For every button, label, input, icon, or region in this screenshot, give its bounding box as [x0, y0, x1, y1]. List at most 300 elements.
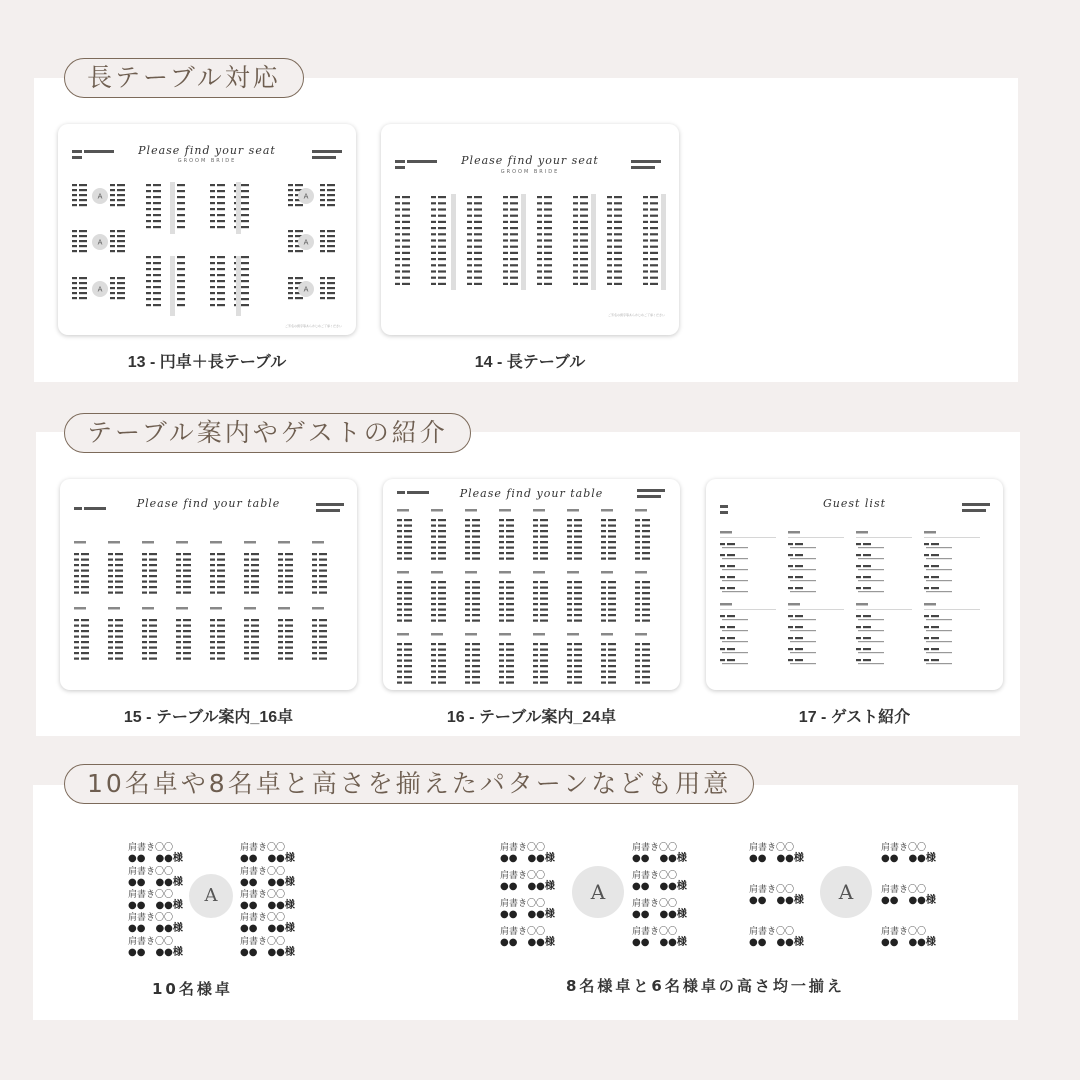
- seat-placeholder: [642, 547, 650, 549]
- seat-placeholder: [635, 592, 640, 594]
- seat-placeholder: [397, 581, 402, 583]
- seat-placeholder: [438, 252, 446, 254]
- seat-placeholder: [601, 547, 606, 549]
- seat-placeholder: [210, 286, 215, 288]
- seat-placeholder: [931, 554, 939, 556]
- seat-placeholder: [79, 240, 87, 242]
- template-card-13[interactable]: [58, 124, 356, 335]
- seat-placeholder: [931, 576, 939, 578]
- seat-placeholder: [278, 570, 283, 572]
- seat-placeholder: [574, 552, 582, 554]
- seat-placeholder: [727, 648, 735, 650]
- seat-placeholder: [506, 665, 514, 667]
- seat-placeholder: [312, 559, 317, 561]
- seat-placeholder: [142, 581, 147, 583]
- seat-placeholder: [278, 630, 283, 632]
- seat-placeholder: [81, 630, 89, 632]
- seat-placeholder: [510, 208, 518, 210]
- seat-placeholder: [146, 286, 151, 288]
- seat-placeholder: [574, 614, 582, 616]
- seat-placeholder: [108, 647, 113, 649]
- seat-placeholder: [251, 553, 259, 555]
- seat-placeholder: [472, 530, 480, 532]
- seat-placeholder: [567, 676, 572, 678]
- seat-placeholder: [574, 660, 582, 662]
- seat-placeholder: [510, 221, 518, 223]
- seat-placeholder: [320, 277, 325, 279]
- seat-placeholder: [217, 647, 225, 649]
- seat-placeholder: [74, 630, 79, 632]
- seat-name: ●● ●●様: [500, 881, 555, 892]
- seat-placeholder: [110, 204, 115, 206]
- seat-placeholder: [503, 196, 508, 198]
- seat-placeholder: [74, 541, 86, 544]
- seat-placeholder: [635, 609, 640, 611]
- seat-placeholder: [217, 553, 225, 555]
- seat-placeholder: [183, 570, 191, 572]
- card-caption-15: 15 - テーブル案内_16卓: [123, 709, 294, 726]
- seat-placeholder: [72, 245, 77, 247]
- seat-name: ●● ●●様: [749, 937, 804, 948]
- seat-placeholder: [142, 647, 147, 649]
- seat-placeholder: [395, 246, 400, 248]
- seat-placeholder: [503, 277, 508, 279]
- seat-placeholder: [642, 536, 650, 538]
- template-card-17[interactable]: [706, 479, 1003, 690]
- seat-placeholder: [650, 227, 658, 229]
- seat-placeholder: [727, 543, 735, 545]
- seat-placeholder: [574, 676, 582, 678]
- seat-placeholder: [607, 215, 612, 217]
- seat-placeholder: [788, 626, 793, 628]
- seat-placeholder: [402, 264, 410, 266]
- seat-placeholder: [533, 682, 538, 684]
- seat-placeholder: [117, 204, 125, 206]
- seat-placeholder: [472, 682, 480, 684]
- seat-placeholder: [506, 587, 514, 589]
- seat-placeholder: [115, 630, 123, 632]
- seat-placeholder: [312, 607, 324, 610]
- seat-placeholder: [319, 564, 327, 566]
- seat-placeholder: [544, 208, 552, 210]
- seat-placeholder: [217, 575, 225, 577]
- seat-placeholder: [608, 614, 616, 616]
- seat-placeholder: [327, 199, 335, 201]
- seat-placeholder: [395, 283, 400, 285]
- svg-text:ご芳名の誤字等あらかじめご了承ください: ご芳名の誤字等あらかじめご了承ください: [284, 324, 342, 328]
- seat-placeholder: [397, 541, 402, 543]
- seat-placeholder: [278, 636, 283, 638]
- seat-placeholder: [217, 256, 225, 258]
- seat-placeholder: [926, 580, 952, 581]
- seat-placeholder: [506, 649, 514, 651]
- seat-placeholder: [278, 647, 283, 649]
- seat-name: ●● ●●様: [500, 909, 555, 920]
- seat-placeholder: [642, 581, 650, 583]
- seat-placeholder: [153, 286, 161, 288]
- seat-placeholder: [210, 625, 215, 627]
- seat-placeholder: [926, 641, 952, 642]
- seat-placeholder: [285, 570, 293, 572]
- seat-placeholder: [607, 227, 612, 229]
- seat-placeholder: [608, 654, 616, 656]
- seat-placeholder: [312, 541, 324, 544]
- seat-placeholder: [115, 575, 123, 577]
- seat-placeholder: [149, 581, 157, 583]
- seat-placeholder: [81, 641, 89, 643]
- seat-placeholder: [720, 615, 725, 617]
- seat-placeholder: [503, 208, 508, 210]
- seat-placeholder: [210, 262, 215, 264]
- seat-placeholder: [217, 619, 225, 621]
- seat-placeholder: [465, 649, 470, 651]
- seat-placeholder: [601, 671, 606, 673]
- seat-placeholder: [465, 654, 470, 656]
- seat-placeholder: [404, 558, 412, 560]
- seat-placeholder: [72, 292, 77, 294]
- seat-placeholder: [149, 647, 157, 649]
- seat-placeholder: [474, 270, 482, 272]
- seat-placeholder: [567, 552, 572, 554]
- seat-placeholder: [183, 636, 191, 638]
- seat-placeholder: [278, 581, 283, 583]
- seat-placeholder: [438, 609, 446, 611]
- seat-placeholder: [537, 202, 542, 204]
- seat-placeholder: [402, 221, 410, 223]
- seat-placeholder: [601, 587, 606, 589]
- seat-placeholder: [465, 581, 470, 583]
- seat-placeholder: [404, 620, 412, 622]
- seat-placeholder: [241, 202, 249, 204]
- seat-placeholder: [397, 552, 402, 554]
- seat-placeholder: [217, 184, 225, 186]
- seat-placeholder: [81, 575, 89, 577]
- seat-placeholder: [931, 626, 939, 628]
- seat-placeholder: [176, 607, 188, 610]
- seat-placeholder: [510, 264, 518, 266]
- seat-placeholder: [580, 227, 588, 229]
- seat-placeholder: [567, 660, 572, 662]
- seat-placeholder: [465, 665, 470, 667]
- table-letter: A: [97, 285, 103, 294]
- seat-placeholder: [241, 280, 249, 282]
- seat-placeholder: [431, 633, 443, 636]
- seat-placeholder: [117, 184, 125, 186]
- seat-placeholder: [540, 558, 548, 560]
- seat-placeholder: [614, 221, 622, 223]
- seat-placeholder: [642, 609, 650, 611]
- seat-placeholder: [72, 184, 77, 186]
- seat-placeholder: [722, 569, 748, 570]
- seat-placeholder: [397, 530, 402, 532]
- seat-placeholder: [499, 509, 511, 512]
- seat-placeholder: [117, 240, 125, 242]
- seat-placeholder: [790, 558, 816, 559]
- seat-placeholder: [149, 570, 157, 572]
- seat-placeholder: [177, 286, 185, 288]
- seat-placeholder: [643, 202, 648, 204]
- seat-placeholder: [474, 227, 482, 229]
- seat-placeholder: [926, 569, 952, 570]
- seat-placeholder: [650, 258, 658, 260]
- seat-placeholder: [79, 199, 87, 201]
- seat-placeholder: [642, 665, 650, 667]
- seat-placeholder: [472, 536, 480, 538]
- seat-placeholder: [402, 270, 410, 272]
- seat-placeholder: [319, 636, 327, 638]
- seat-placeholder: [176, 553, 181, 555]
- seat-placeholder: [438, 530, 446, 532]
- seat-placeholder: [210, 256, 215, 258]
- seat-placeholder: [474, 196, 482, 198]
- seat-placeholder: [499, 558, 504, 560]
- seat-placeholder: [567, 614, 572, 616]
- seat-placeholder: [614, 270, 622, 272]
- seat-placeholder: [635, 633, 647, 636]
- seat-placeholder: [720, 648, 725, 650]
- seat-placeholder: [402, 283, 410, 285]
- seat-placeholder: [607, 239, 612, 241]
- seat-placeholder: [177, 262, 185, 264]
- seat-placeholder: [285, 647, 293, 649]
- seat-name: ●● ●●様: [240, 877, 295, 888]
- seat-placeholder: [788, 609, 844, 610]
- seat-placeholder: [210, 220, 215, 222]
- seat-placeholder: [149, 575, 157, 577]
- seat-placeholder: [635, 587, 640, 589]
- seat-placeholder: [183, 658, 191, 660]
- seat-placeholder: [544, 270, 552, 272]
- seat-placeholder: [210, 553, 215, 555]
- seat-placeholder: [217, 658, 225, 660]
- seat-placeholder: [110, 189, 115, 191]
- seat-placeholder: [499, 665, 504, 667]
- seat-placeholder: [574, 609, 582, 611]
- seat-placeholder: [110, 250, 115, 252]
- seat-placeholder: [176, 570, 181, 572]
- seat-placeholder: [642, 614, 650, 616]
- long-table: [451, 194, 456, 290]
- seat-placeholder: [327, 277, 335, 279]
- seat-placeholder: [580, 283, 588, 285]
- seat-placeholder: [153, 184, 161, 186]
- seat-placeholder: [863, 626, 871, 628]
- seat-placeholder: [210, 564, 215, 566]
- seat-placeholder: [327, 194, 335, 196]
- seat-placeholder: [142, 607, 154, 610]
- seat-placeholder: [635, 558, 640, 560]
- seat-placeholder: [108, 625, 113, 627]
- seat-placeholder: [544, 202, 552, 204]
- seat-title: 肩書き〇〇: [240, 913, 286, 923]
- seat-placeholder: [142, 625, 147, 627]
- seat-placeholder: [74, 625, 79, 627]
- seat-placeholder: [472, 525, 480, 527]
- seat-placeholder: [607, 202, 612, 204]
- seat-placeholder: [251, 652, 259, 654]
- seat-placeholder: [567, 558, 572, 560]
- seat-placeholder: [727, 576, 735, 578]
- seat-placeholder: [74, 636, 79, 638]
- seat-placeholder: [108, 636, 113, 638]
- seat-placeholder: [153, 256, 161, 258]
- seat-placeholder: [295, 250, 303, 252]
- seat-placeholder: [431, 620, 436, 622]
- seat-placeholder: [176, 652, 181, 654]
- seat-placeholder: [327, 235, 335, 237]
- seat-placeholder: [614, 252, 622, 254]
- seat-placeholder: [177, 220, 185, 222]
- seat-placeholder: [312, 652, 317, 654]
- template-card-15[interactable]: [60, 479, 357, 690]
- seat-placeholder: [503, 283, 508, 285]
- seat-placeholder: [438, 264, 446, 266]
- seat-placeholder: [540, 552, 548, 554]
- seat-placeholder: [295, 204, 303, 206]
- seat-placeholder: [278, 553, 283, 555]
- svg-text:ご芳名の誤字等あらかじめご了承ください: ご芳名の誤字等あらかじめご了承ください: [607, 313, 665, 317]
- template-card-14[interactable]: [381, 124, 679, 335]
- seat-placeholder: [465, 643, 470, 645]
- seat-placeholder: [431, 649, 436, 651]
- seat-placeholder: [438, 682, 446, 684]
- seat-placeholder: [499, 649, 504, 651]
- seat-placeholder: [431, 221, 436, 223]
- seat-placeholder: [438, 603, 446, 605]
- seat-placeholder: [312, 586, 317, 588]
- seat-placeholder: [580, 246, 588, 248]
- seat-placeholder: [567, 649, 572, 651]
- seat-placeholder: [510, 196, 518, 198]
- seat-placeholder: [438, 270, 446, 272]
- seat-placeholder: [722, 630, 748, 631]
- seat-placeholder: [251, 625, 259, 627]
- long-table: [236, 182, 241, 234]
- seat-placeholder: [580, 215, 588, 217]
- seat-placeholder: [210, 647, 215, 649]
- seat-placeholder: [924, 554, 929, 556]
- seat-placeholder: [402, 239, 410, 241]
- seat-placeholder: [278, 658, 283, 660]
- seat-placeholder: [931, 615, 939, 617]
- seat-placeholder: [573, 277, 578, 279]
- seat-placeholder: [608, 660, 616, 662]
- seat-placeholder: [438, 676, 446, 678]
- section-label-patterns: 10名卓や8名卓と高さを揃えたパターンなども用意: [64, 764, 754, 804]
- card-title: Please find your table: [136, 497, 281, 510]
- seat-placeholder: [642, 525, 650, 527]
- seat-placeholder: [81, 553, 89, 555]
- seat-placeholder: [241, 214, 249, 216]
- seat-placeholder: [210, 298, 215, 300]
- seat-placeholder: [117, 245, 125, 247]
- seat-placeholder: [241, 298, 249, 300]
- seat-placeholder: [295, 184, 303, 186]
- seat-placeholder: [210, 619, 215, 621]
- seat-placeholder: [510, 233, 518, 235]
- seat-placeholder: [574, 530, 582, 532]
- seat-placeholder: [153, 268, 161, 270]
- seat-placeholder: [177, 298, 185, 300]
- seat-placeholder: [567, 682, 572, 684]
- seat-placeholder: [110, 235, 115, 237]
- seat-placeholder: [153, 298, 161, 300]
- seat-placeholder: [727, 626, 735, 628]
- seat-placeholder: [467, 246, 472, 248]
- seat-placeholder: [183, 581, 191, 583]
- seat-placeholder: [567, 525, 572, 527]
- seat-placeholder: [251, 581, 259, 583]
- seat-placeholder: [74, 652, 79, 654]
- seat-placeholder: [465, 620, 470, 622]
- seat-placeholder: [499, 598, 504, 600]
- seat-placeholder: [177, 292, 185, 294]
- seat-placeholder: [601, 581, 606, 583]
- seat-placeholder: [474, 258, 482, 260]
- seat-placeholder: [79, 292, 87, 294]
- seat-placeholder: [320, 287, 325, 289]
- seat-placeholder: [295, 297, 303, 299]
- seat-placeholder: [465, 598, 470, 600]
- seat-placeholder: [402, 202, 410, 204]
- seat-placeholder: [210, 541, 222, 544]
- seat-placeholder: [72, 297, 77, 299]
- seat-placeholder: [924, 576, 929, 578]
- seat-placeholder: [465, 536, 470, 538]
- seat-placeholder: [241, 292, 249, 294]
- seat-placeholder: [580, 264, 588, 266]
- seat-placeholder: [117, 250, 125, 252]
- seat-placeholder: [722, 619, 748, 620]
- seat-placeholder: [931, 565, 939, 567]
- seat-placeholder: [931, 587, 939, 589]
- seat-placeholder: [472, 609, 480, 611]
- seat-placeholder: [397, 603, 402, 605]
- seat-placeholder: [81, 586, 89, 588]
- seat-placeholder: [510, 246, 518, 248]
- seat-placeholder: [601, 633, 613, 636]
- seat-placeholder: [79, 277, 87, 279]
- seat-name: ●● ●●様: [500, 937, 555, 948]
- seat-placeholder: [177, 256, 185, 258]
- seat-placeholder: [81, 564, 89, 566]
- seat-placeholder: [533, 592, 538, 594]
- seat-placeholder: [788, 615, 793, 617]
- seat-placeholder: [503, 246, 508, 248]
- seat-placeholder: [177, 274, 185, 276]
- seat-placeholder: [533, 581, 538, 583]
- seat-placeholder: [278, 607, 290, 610]
- seat-placeholder: [74, 553, 79, 555]
- seat-placeholder: [643, 239, 648, 241]
- seat-placeholder: [288, 277, 293, 279]
- seat-placeholder: [81, 652, 89, 654]
- seat-placeholder: [404, 519, 412, 521]
- seat-placeholder: [327, 184, 335, 186]
- seat-placeholder: [431, 682, 436, 684]
- seat-placeholder: [115, 570, 123, 572]
- seat-placeholder: [402, 215, 410, 217]
- seat-placeholder: [574, 581, 582, 583]
- seat-placeholder: [567, 654, 572, 656]
- seat-placeholder: [183, 559, 191, 561]
- seat-placeholder: [643, 277, 648, 279]
- seat-placeholder: [503, 233, 508, 235]
- seat-placeholder: [567, 609, 572, 611]
- seat-placeholder: [142, 541, 154, 544]
- template-card-16[interactable]: [383, 479, 680, 690]
- seat-placeholder: [537, 258, 542, 260]
